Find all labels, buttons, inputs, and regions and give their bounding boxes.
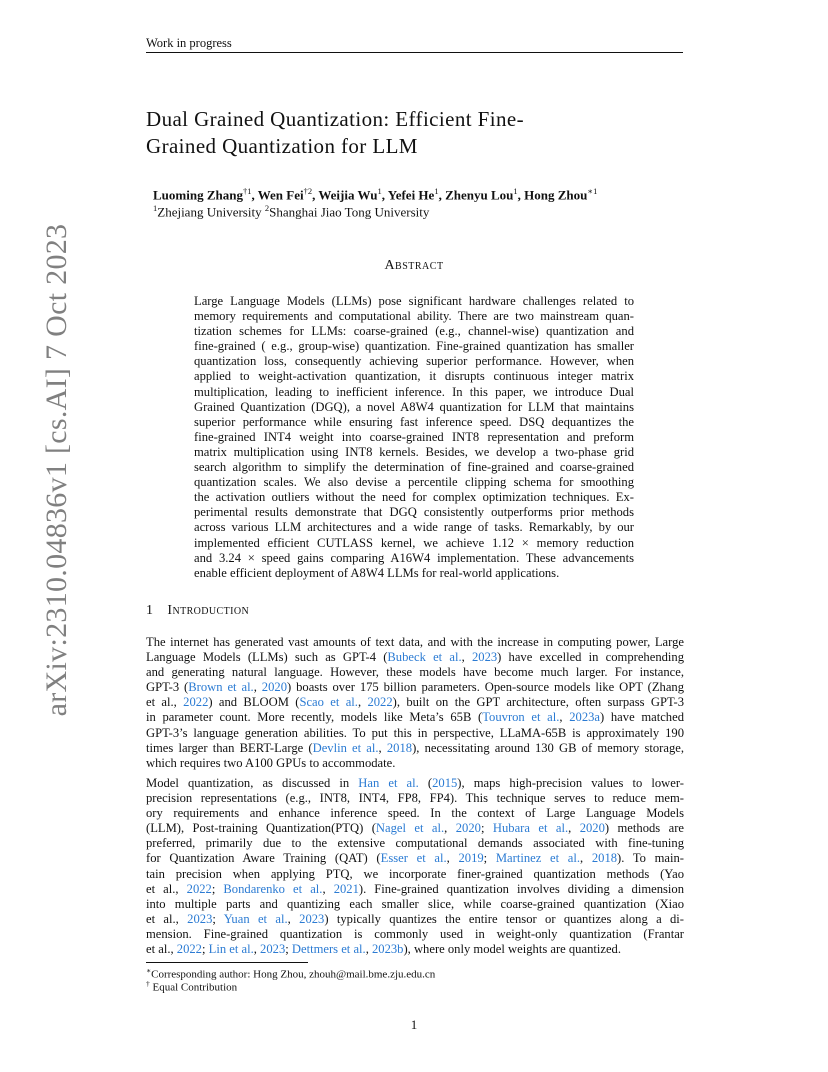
footnote-mark: † bbox=[146, 979, 150, 988]
text-line: The internet has generated vast amounts of text data, and with the increase in computing power, Large bbox=[146, 635, 684, 649]
text-line: for Quantization Aware Training (QAT) (Esser et al., 2019; Martinez et al., 2018). To main- bbox=[146, 851, 685, 866]
footnote-text: Equal Contribution bbox=[152, 981, 238, 994]
citation-link[interactable]: Yuan et al. bbox=[223, 911, 288, 926]
citation-link[interactable]: Bondarenko et al. bbox=[223, 881, 323, 896]
text-line: et al., 2022; Lin et al., 2023; Dettmers et al., 2023b), where only model weights are quantized. bbox=[146, 942, 621, 957]
paper-title bbox=[146, 106, 706, 160]
title-line-2: Grained Quantization for LLM bbox=[146, 134, 418, 158]
affiliation-name: Shanghai Jiao Tong University bbox=[269, 204, 430, 220]
citation-link[interactable]: Hubara et al. bbox=[492, 821, 569, 836]
text-line: et al., 2022) and BLOOM (Scao et al., 2022), built on the GPT architecture, often surpass GPT-3 bbox=[146, 695, 685, 710]
citation-link[interactable]: Lin et al. bbox=[208, 942, 254, 957]
citation-link[interactable]: Nagel et al. bbox=[375, 821, 445, 836]
citation-link[interactable]: Touvron et al. bbox=[482, 710, 560, 725]
footnote-rule bbox=[146, 962, 308, 963]
text-line: quantization scales. We also devise a percentile clipping schema for smoothing bbox=[194, 475, 634, 490]
section-number: 1 bbox=[146, 603, 154, 618]
citation-link[interactable]: 2022 bbox=[186, 881, 212, 896]
citation-link[interactable]: 2022 bbox=[367, 695, 393, 710]
text-line: implemented efficient CUTLASS kernel, we achieve 1.12 × memory reduction bbox=[194, 535, 634, 550]
intro-paragraph-1 bbox=[146, 635, 684, 771]
author-list: Luoming Zhang$^{\dagger 1}$, Wen Fei$^{\dagger 2}$, Weijia Wu$^1$, Yefei He$^1$, Zhenyu Lou$^1$, Hong Zhou$^{∗1}$ bbox=[153, 186, 598, 203]
author-name: Weijia Wu bbox=[318, 187, 378, 203]
citation-link[interactable]: Brown et al. bbox=[188, 680, 254, 695]
citation-link[interactable]: Han et al. bbox=[358, 776, 419, 790]
text-line: (LLM), Post-training Quantization(PTQ) (Nagel et al., 2020; Hubara et al., 2020) methods are bbox=[146, 821, 684, 836]
text-line: mension. Fine-grained quantization is commonly used in weight-only quantization (Frantar bbox=[146, 926, 684, 941]
affiliation-name: Zhejiang University bbox=[157, 204, 262, 220]
citation-link[interactable]: Martinez et al. bbox=[495, 851, 580, 866]
header-rule bbox=[146, 52, 683, 53]
text-line: and 3.24 × speed gains comparing A16W4 implementation. These advancements bbox=[194, 550, 634, 565]
author-name: Hong Zhou bbox=[524, 187, 588, 203]
citation-link[interactable]: 2023 bbox=[471, 650, 498, 665]
text-line: the activation outliers without the need for complex optimization techniques. Ex- bbox=[194, 490, 634, 505]
citation-link[interactable]: Bubeck et al. bbox=[387, 650, 462, 665]
title-line-1: Dual Grained Quantization: Efficient Fine- bbox=[146, 107, 524, 131]
text-line: precision representations (e.g., INT8, INT4, FP8, FP4). This technique serves to reduce mem- bbox=[146, 791, 684, 806]
intro-paragraph-2 bbox=[146, 776, 684, 957]
author-name: Zhenyu Lou bbox=[445, 187, 514, 203]
affiliation-mark: 1 bbox=[153, 203, 158, 213]
text-line: matrix multiplication using INT8 kernels. Besides, we develop a two-phase grid bbox=[194, 444, 634, 459]
text-line: ory requirements and enhance inference speed. In the context of Large Language Models bbox=[146, 806, 684, 821]
text-line: et al., 2022; Bondarenko et al., 2021). Fine-grained quantization involves dividing a dimension bbox=[146, 881, 684, 896]
citation-link[interactable]: 2023a bbox=[569, 710, 601, 725]
author-mark: 1 bbox=[434, 186, 439, 196]
citation-link[interactable]: Dettmers et al. bbox=[291, 942, 366, 957]
text-line: times larger than BERT-Large (Devlin et al., 2018), necessitating around 130 GB of memory storage, bbox=[146, 740, 684, 755]
citation-link[interactable]: 2018 bbox=[386, 740, 413, 755]
citation-link[interactable]: 2023 bbox=[299, 911, 325, 926]
footnote-mark: ∗ bbox=[146, 966, 152, 975]
running-header: Work in progress bbox=[146, 36, 232, 50]
page-number: 1 bbox=[410, 1017, 418, 1032]
text-line: into multiple parts and quantizing each smaller slice, while coarse-grained quantization (Xiao bbox=[146, 896, 684, 911]
citation-link[interactable]: 2023 bbox=[187, 911, 213, 926]
author-mark: 1 bbox=[513, 186, 518, 196]
text-line: superior performance while ensuring fast inference speed. DSQ dequantizes the bbox=[194, 414, 634, 429]
author-mark: ∗1 bbox=[587, 186, 598, 196]
text-line: and generating natural language. However, these models have become much larger. For instance, bbox=[146, 665, 684, 680]
author-name: Yefei He bbox=[387, 187, 435, 203]
text-line: GPT-3 (Brown et al., 2020) boasts over 175 billion parameters. Open-source models like OPT (Zhang bbox=[146, 680, 685, 695]
text-line: enable efficient deployment of A8W4 LLMs for real-world applications. bbox=[194, 565, 560, 580]
text-line: across various LLM architectures and a wide range of tasks. Remarkably, by our bbox=[194, 520, 634, 535]
text-line: memory requirements and computational ability. There are two mainstream quan- bbox=[194, 309, 634, 324]
citation-link[interactable]: 2020 bbox=[455, 821, 481, 836]
text-line: applied to weight-activation quantization, it disrupts continuous integer matrix bbox=[194, 369, 634, 384]
abstract-heading: Abstract bbox=[384, 258, 444, 273]
citation-link[interactable]: 2022 bbox=[176, 942, 202, 957]
citation-link[interactable]: 2020 bbox=[261, 680, 287, 695]
text-line: et al., 2023; Yuan et al., 2023) typically quantizes the entire tensor or quantizes along a di- bbox=[146, 911, 685, 926]
text-line: quantization loss, consequently achieving superior performance. However, when bbox=[194, 354, 634, 369]
text-line: fine-grained ( e.g., group-wise) quantization. Fine-grained quantization has smaller bbox=[194, 339, 634, 354]
abstract-body bbox=[194, 294, 634, 581]
citation-link[interactable]: 2019 bbox=[458, 851, 484, 866]
citation-link[interactable]: 2021 bbox=[333, 881, 359, 896]
citation-link[interactable]: 2022 bbox=[183, 695, 209, 710]
text-line: search algorithm to simplify the determination of fine-grained and coarse-grained bbox=[194, 460, 634, 475]
text-line: in parameter count. More recently, models like Meta’s 65B (Touvron et al., 2023a) have matched bbox=[146, 710, 684, 725]
citation-link[interactable]: Esser et al. bbox=[380, 851, 447, 866]
text-line: tain precision when applying PTQ, we incorporate finer-grained quantization methods (Yao bbox=[146, 866, 684, 881]
text-line: which requires two A100 GPUs to accommodate. bbox=[146, 755, 396, 770]
author-mark: †2 bbox=[303, 186, 313, 196]
citation-link[interactable]: Scao et al. bbox=[299, 695, 358, 710]
citation-link[interactable]: 2015 bbox=[432, 776, 458, 790]
section-title: Introduction bbox=[167, 603, 250, 618]
text-line: Model quantization, as discussed in Han et al. (2015), maps high-precision values to lower- bbox=[146, 776, 684, 790]
text-line: GPT-3’s language generation abilities. To put this in perspective, LLaMA-65B is approximately 190 bbox=[146, 725, 684, 740]
text-line: Language Models (LLMs) such as GPT-4 (Bubeck et al., 2023) have excelled in comprehending bbox=[146, 650, 685, 665]
author-mark: 1 bbox=[377, 186, 382, 196]
text-line: fine-grained INT4 weight into coarse-grained INT8 representation and preform bbox=[194, 429, 634, 444]
text-line: multiplication, leading to inefficient inference. In this paper, we introduce Dual bbox=[194, 384, 634, 399]
author-mark: †1 bbox=[242, 186, 252, 196]
author-name: Wen Fei bbox=[257, 187, 304, 203]
citation-link[interactable]: Devlin et al. bbox=[312, 740, 379, 755]
footnote-text: Corresponding author: Hong Zhou, zhouh@mail.bme.zju.edu.cn bbox=[151, 968, 436, 981]
author-name: Luoming Zhang bbox=[153, 187, 243, 203]
citation-link[interactable]: 2020 bbox=[579, 821, 605, 836]
citation-link[interactable]: 2023 bbox=[260, 942, 286, 957]
text-line: tization schemes for LLMs: coarse-grained (e.g., channel-wise) quantization and bbox=[194, 324, 634, 339]
citation-link[interactable]: 2018 bbox=[591, 851, 618, 866]
text-line: perimental results demonstrate that DGQ consistently outperforms prior methods bbox=[194, 505, 634, 520]
footnote-equal bbox=[146, 979, 237, 994]
affiliations bbox=[153, 203, 429, 220]
arxiv-identifier[interactable]: arXiv:2310.04836v1 [cs.AI] 7 Oct 2023 bbox=[40, 223, 73, 717]
text-line: Large Language Models (LLMs) pose significant hardware challenges related to bbox=[194, 294, 634, 308]
text-line: Grained Quantization (DGQ), a novel A8W4 quantization for LLM that maintains bbox=[194, 399, 634, 414]
text-line: preferred, primarily due to the extensive computational demands associated with fine-tuning bbox=[146, 836, 684, 851]
section-heading bbox=[146, 603, 249, 619]
affiliation-mark: 2 bbox=[264, 203, 270, 213]
citation-link[interactable]: 2023b bbox=[371, 942, 404, 957]
